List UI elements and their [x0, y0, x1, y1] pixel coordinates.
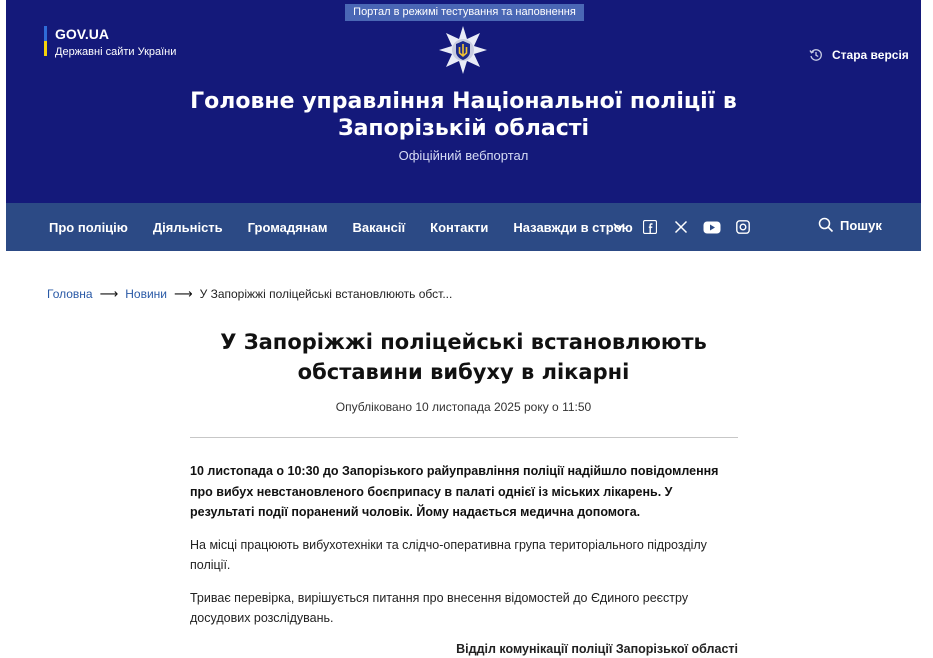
old-version-link[interactable]: [809, 48, 909, 62]
gov-flag-bar: [44, 26, 47, 56]
gov-title: GOV.UA: [55, 26, 109, 42]
facebook-icon[interactable]: [641, 219, 659, 235]
nav-item-citizens[interactable]: Громадянам: [247, 219, 328, 235]
breadcrumb-news[interactable]: Новини: [125, 287, 167, 301]
article-body: [190, 461, 738, 658]
youtube-icon[interactable]: [703, 219, 721, 235]
site-subtitle: Офіційний вебпортал: [398, 148, 529, 163]
search-icon: [818, 217, 834, 233]
nav-item-about[interactable]: Про поліцію: [49, 219, 128, 235]
nav-item-contacts[interactable]: Контакти: [430, 219, 489, 235]
social-links: [610, 219, 752, 235]
chevron-down-icon[interactable]: [610, 219, 628, 235]
search-button[interactable]: [818, 217, 882, 233]
article-lead: 10 листопада о 10:30 до Запорізького райуправління поліції надійшло повідомлення про вибух невстановленого боєприпасу в палаті однієї із міських лікарень. У результаті події поранений чоловік. Йому надається медична допомога.: [190, 464, 719, 519]
breadcrumb: [47, 286, 452, 302]
search-label: Пошук: [840, 217, 882, 233]
publish-date: Опубліковано 10 листопада 2025 року о 11:50: [335, 400, 592, 414]
police-emblem-icon[interactable]: [438, 25, 488, 75]
main-nav: [6, 203, 921, 251]
page: [6, 0, 921, 658]
instagram-icon[interactable]: [734, 219, 752, 235]
breadcrumb-home[interactable]: Головна: [47, 287, 93, 301]
site-header: [6, 0, 921, 203]
site-title: Головне управління Національної поліції в Запорізькій області: [190, 89, 737, 141]
article-signature: Відділ комунікації поліції Запорізької області: [456, 641, 738, 656]
nav-item-activity[interactable]: Діяльність: [152, 219, 223, 235]
article-paragraph: На місці працюють вибухотехніки та слідчо-оперативна група територіального підрозділу поліції.: [190, 537, 707, 572]
arrow-right-icon: ⟶: [173, 286, 193, 301]
nav-item-vacancies[interactable]: Вакансії: [352, 219, 406, 235]
test-mode-banner: Портал в режимі тестування та наповнення: [345, 4, 584, 21]
gov-subtitle: Державні сайти України: [55, 46, 177, 58]
old-version-label: Стара версія: [832, 48, 909, 62]
divider: [190, 437, 738, 438]
x-icon[interactable]: [672, 219, 690, 235]
breadcrumb-current: У Запоріжжі поліцейські встановлюють обст...: [199, 287, 453, 301]
article-paragraph: Триває перевірка, вирішується питання про внесення відомостей до Єдиного реєстру досудових розслідувань.: [190, 590, 689, 625]
nav-item-memorial[interactable]: Назавжди в строю: [513, 219, 633, 235]
history-icon: [809, 48, 823, 62]
article-title: У Запоріжжі поліцейські встановлюють обставини вибуху в лікарні: [220, 330, 707, 384]
arrow-right-icon: ⟶: [99, 286, 119, 301]
